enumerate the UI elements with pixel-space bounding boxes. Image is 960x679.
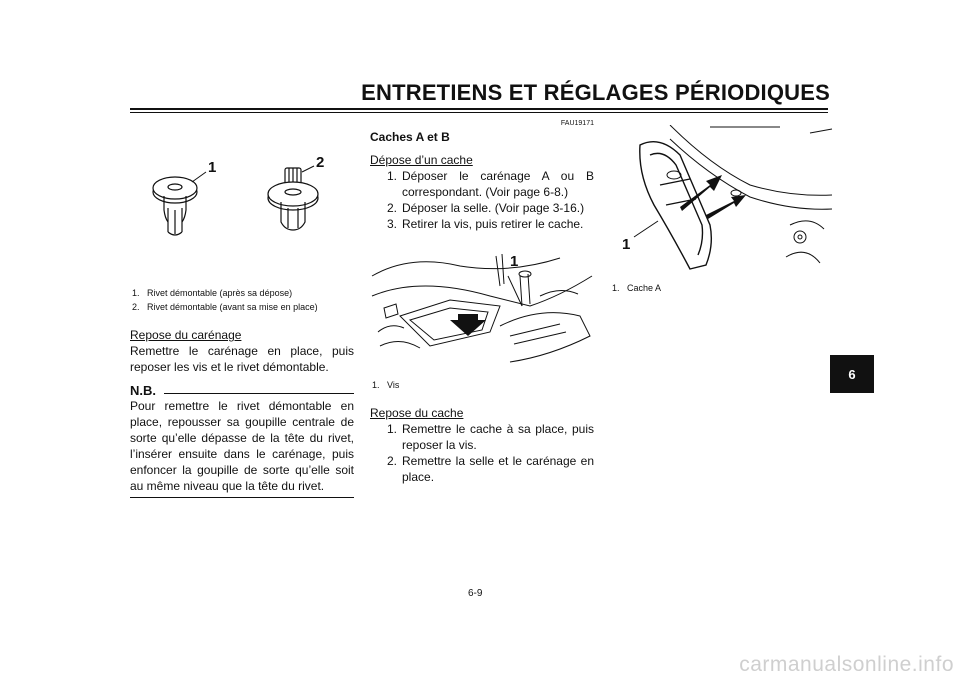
- middle-column: [370, 120, 594, 485]
- figure-label-2: 2: [316, 154, 325, 171]
- install-heading: Repose du cache: [370, 406, 464, 420]
- caption-item: 1. Cache A: [612, 283, 662, 293]
- figure-label-1: 1: [208, 159, 217, 176]
- note-text: Pour remettre le rivet démontable en place, repousser sa goupille centrale de sorte qu’elle dépasse de la tête du rivet, l’insérer ensuite dans le carénage, puis enfoncer la goupille de sorte qu’elle soit au même niveau que la tête du rivet.: [130, 399, 354, 493]
- leader-line-2: [302, 166, 314, 172]
- rivet-figure: [130, 130, 354, 280]
- section-title: Caches A et B: [370, 130, 450, 144]
- figure-label: 1: [622, 236, 631, 253]
- removal-step: 2. Déposer la selle. (Voir page 3-16.): [386, 201, 585, 215]
- watermark: carmanualsonline.info: [739, 653, 954, 676]
- note-label: N.B.: [130, 383, 156, 398]
- removal-step: 1. Déposer le carénage A ou B correspondant. (Voir page 6-8.): [386, 169, 594, 199]
- cover-figure: [610, 125, 834, 275]
- title-rule: [130, 108, 828, 110]
- page-number: 6-9: [468, 588, 483, 599]
- left-column: [130, 130, 354, 498]
- install-step: 2. Remettre la selle et le carénage en place.: [386, 454, 594, 484]
- cover-a-illustration: [640, 142, 712, 269]
- caption-item: 2. Rivet démontable (avant sa mise en place): [132, 302, 318, 312]
- removal-step: 3. Retirer la vis, puis retirer le cache.: [386, 217, 584, 231]
- leader-line: [634, 221, 658, 237]
- right-column: [610, 125, 834, 294]
- page-title: ENTRETIENS ET RÉGLAGES PÉRIODIQUES: [361, 80, 830, 105]
- reference-code: FAU19171: [560, 120, 594, 127]
- install-step: 1. Remettre le cache à sa place, puis reposer la vis.: [386, 422, 594, 452]
- removal-heading: Dépose d’un cache: [370, 153, 473, 167]
- rivet-removed-illustration: [153, 177, 197, 235]
- note-end-rule: [130, 497, 354, 498]
- title-rule-thin: [130, 112, 828, 113]
- rivet-before-illustration: [268, 168, 318, 230]
- chapter-tab: 6: [830, 355, 874, 393]
- caption-item: 1. Rivet démontable (après sa dépose): [132, 288, 293, 298]
- note-header: [130, 383, 354, 398]
- screw-figure: [370, 236, 594, 372]
- arrow-icon: [450, 314, 486, 336]
- section-heading: Repose du carénage: [130, 328, 242, 342]
- caption-item: 1. Vis: [372, 380, 400, 390]
- figure-label: 1: [510, 253, 519, 270]
- leader-line-1: [192, 172, 206, 182]
- paragraph: Remettre le carénage en place, puis reposer les vis et le rivet démontable.: [130, 344, 354, 374]
